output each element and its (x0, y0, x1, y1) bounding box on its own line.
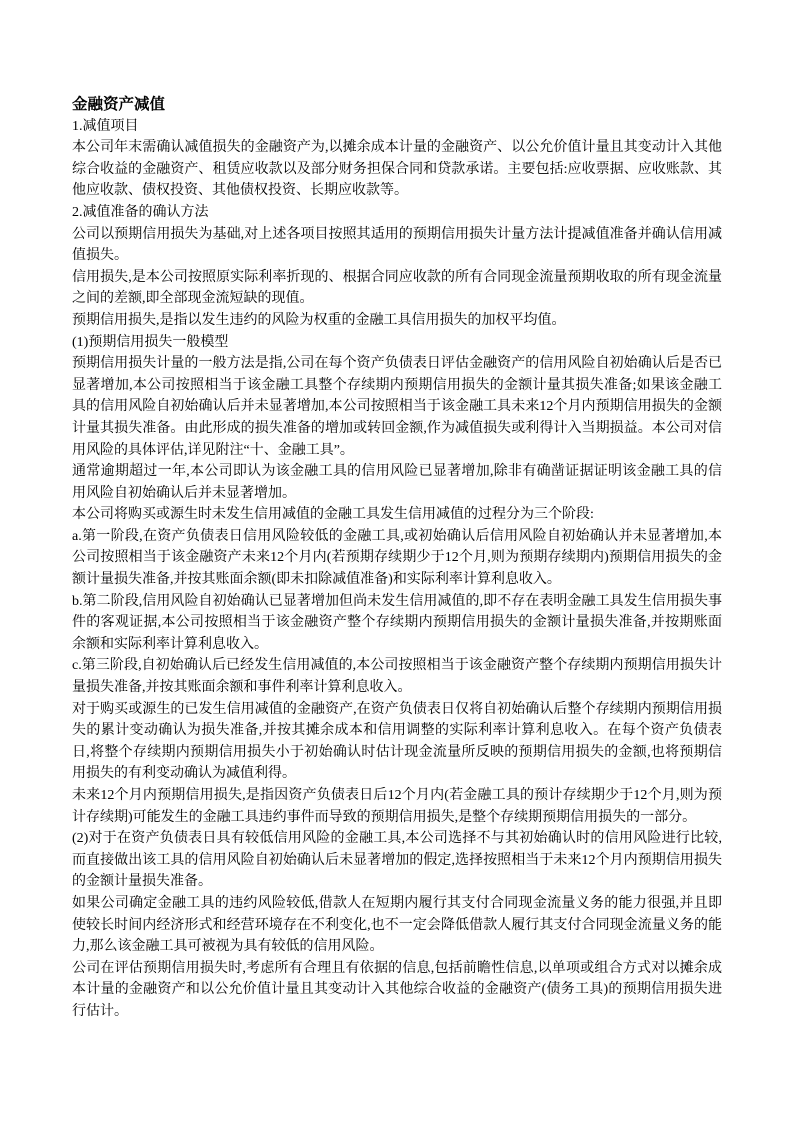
document-content (72, 94, 722, 1023)
paragraph-general-model-heading: (1)预期信用损失一般模型 (72, 334, 229, 350)
paragraph-overdue-one-year: 通常逾期超过一年,本公司即认为该金融工具的信用风险已显著增加,除非有确凿证据证明该金融工具的信用风险自初始确认后并未显著增加。 (72, 464, 722, 501)
paragraph-impairment-items-heading: 1.减值项目 (72, 118, 139, 134)
paragraph-stage-one: a.第一阶段,在资产负债表日信用风险较低的金融工具,或初始确认后信用风险自初始确认并未显著增加,本公司按照相当于该金融资产未来12个月内(若预期存续期少于12个月,则为预期存续期内)预期信用损失的金额计量损失准备,并按其账面余额(即未扣除减值准备)和实际利率计算利息收入。 (72, 528, 722, 588)
paragraph-stage-three: c.第三阶段,自初始确认后已经发生信用减值的,本公司按照相当于该金融资产整个存续期内预期信用损失计量损失准备,并按其账面余额和事件利率计算利息收入。 (72, 658, 722, 696)
paragraph-low-default-risk: 如果公司确定金融工具的违约风险较低,借款人在短期内履行其支付合同现金流量义务的能力很强,并且即使较长时间内经济形式和经营环境存在不利变化,也不一定会降低借款人履行其支付合同现金流量义务的能力,那么该金融工具可被视为具有较低的信用风险。 (72, 895, 722, 955)
paragraph-ecl-assessment-info: 公司在评估预期信用损失时,考虑所有合理且有依据的信息,包括前瞻性信息,以单项或组合方式对以摊余成本计量的金融资产和以公允价值计量且其变动计入其他综合收益的金融资产(债务工具)的预期信用损失进行估计。 (72, 960, 722, 1019)
paragraph-three-stages-intro: 本公司将购买或源生时未发生信用减值的金融工具发生信用减值的过程分为三个阶段: (72, 507, 594, 523)
paragraph-purchased-credit-impaired: 对于购买或源生的已发生信用减值的金融资产,在资产负债表日仅将自初始确认后整个存续期内预期信用损失的累计变动确认为损失准备,并按其摊余成本和信用调整的实际利率计算利息收入。在每个资产负债表日,将整个存续期内预期信用损失小于初始确认时估计现金流量所反映的预期信用损失的金额,也将预期信用损失的有利变动确认为减值利得。 (72, 701, 722, 782)
paragraph-ecl-basis: 公司以预期信用损失为基础,对上述各项目按照其适用的预期信用损失计量方法计提减值准备并确认信用减值损失。 (72, 226, 722, 264)
paragraph-ecl-definition: 预期信用损失,是指以发生违约的风险为权重的金融工具信用损失的加权平均值。 (72, 312, 566, 328)
paragraph-credit-loss-definition: 信用损失,是本公司按照原实际利率折现的、根据合同应收款的所有合同现金流量预期收取的所有现金流量之间的差额,即全部现金流短缺的现值。 (72, 269, 722, 307)
paragraph-stage-two: b.第二阶段,信用风险自初始确认已显著增加但尚未发生信用减值的,即不存在表明金融工具发生信用损失事件的客观证据,本公司按照相当于该金融资产整个存续期内预期信用损失的金额计量损失准备,并按期账面余额和实际利率计算利息收入。 (72, 593, 722, 652)
paragraph-low-credit-risk-option: (2)对于在资产负债表日具有较低信用风险的金融工具,本公司选择不与其初始确认时的信用风险进行比较,而直接做出该工具的信用风险自初始确认后未显著增加的假定,选择按照相当于未来12个月内预期信用损失的金额计量损失准备。 (72, 831, 722, 890)
paragraph-recognition-method-heading: 2.减值准备的确认方法 (72, 204, 209, 220)
paragraph-impairment-items-body: 本公司年末需确认减值损失的金融资产为,以摊余成本计量的金融资产、以公允价值计量且其变动计入其他综合收益的金融资产、租赁应收款以及部分财务担保合同和贷款承诺。主要包括:应收票据、应收账款、其他应收款、债权投资、其他债权投资、长期应收款等。 (72, 140, 722, 199)
document-title: 金融资产减值 (72, 96, 166, 113)
paragraph-general-model-body: 预期信用损失计量的一般方法是指,公司在每个资产负债表日评估金融资产的信用风险自初始确认后是否已显著增加,本公司按照相当于该金融工具整个存续期内预期信用损失的金额计量其损失准备;如果该金融工具的信用风险自初始确认后并未显著增加,本公司按照相当于该金融工具未来12个月内预期信用损失的金额计量其损失准备。由此形成的损失准备的增加或转回金额,作为减值损失或利得计入当期损益。本公司对信用风险的具体评估,详见附注“十、金融工具”。 (72, 356, 722, 458)
paragraph-12-month-ecl-definition: 未来12个月内预期信用损失,是指因资产负债表日后12个月内(若金融工具的预计存续期少于12个月,则为预计存续期)可能发生的金融工具违约事件而导致的预期信用损失,是整个存续期预期信用损失的一部分。 (72, 788, 722, 825)
